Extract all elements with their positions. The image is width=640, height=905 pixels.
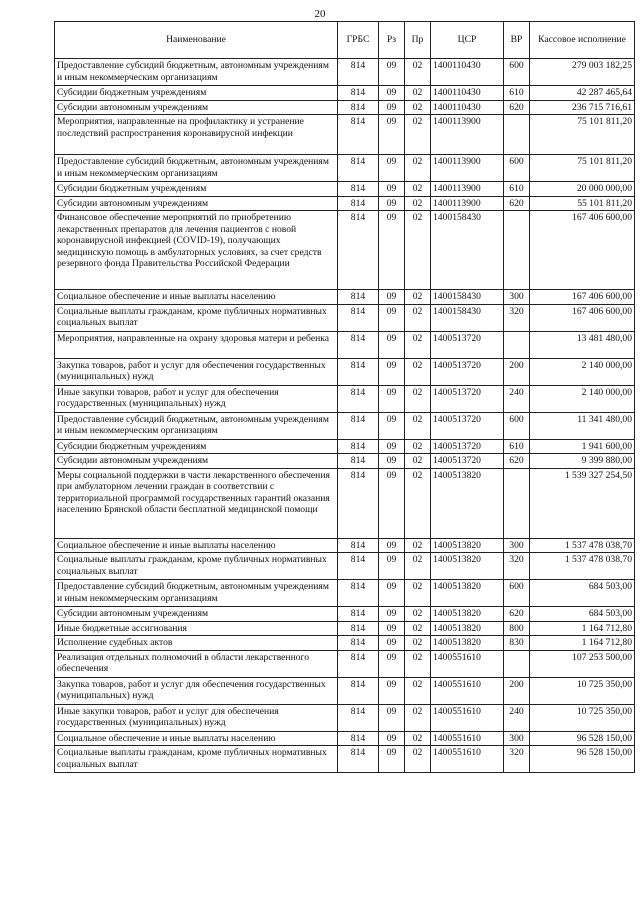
cell-pr: 02 [405,412,431,439]
cell-name: Социальное обеспечение и иные выплаты населению [55,538,338,553]
cell-csr: 1400551610 [431,731,504,746]
cell-vr [504,331,530,358]
cell-csr: 1400513720 [431,358,504,385]
table-row [55,304,635,331]
cell-grbs: 814 [338,704,379,731]
cell-rz: 09 [379,385,405,412]
cell-sum: 1 164 712,80 [530,621,635,636]
cell-rz: 09 [379,454,405,469]
cell-vr: 600 [504,155,530,182]
cell-rz: 09 [379,468,405,538]
cell-csr: 1400513820 [431,468,504,538]
cell-csr: 1400551610 [431,746,504,773]
cell-rz: 09 [379,439,405,454]
budget-execution-table [54,21,635,773]
cell-vr: 800 [504,621,530,636]
cell-vr: 300 [504,290,530,305]
cell-pr: 02 [405,607,431,622]
cell-vr: 200 [504,358,530,385]
cell-name: Предоставление субсидий бюджетным, автономным учреждениям и иным некоммерческим организациям [55,155,338,182]
cell-rz: 09 [379,621,405,636]
table-row [55,454,635,469]
table-row [55,331,635,358]
cell-grbs: 814 [338,155,379,182]
cell-grbs: 814 [338,439,379,454]
cell-pr: 02 [405,59,431,86]
cell-sum: 1 537 478 038,70 [530,538,635,553]
cell-vr: 620 [504,100,530,115]
cell-rz: 09 [379,553,405,580]
cell-grbs: 814 [338,100,379,115]
table-row [55,358,635,385]
cell-grbs: 814 [338,304,379,331]
cell-pr: 02 [405,358,431,385]
table-row [55,290,635,305]
cell-rz: 09 [379,731,405,746]
cell-pr: 02 [405,636,431,651]
cell-sum: 236 715 716,61 [530,100,635,115]
cell-grbs: 814 [338,196,379,211]
cell-sum: 167 406 600,00 [530,304,635,331]
cell-name: Социальные выплаты гражданам, кроме публичных нормативных социальных выплат [55,553,338,580]
cell-sum: 1 941 600,00 [530,439,635,454]
cell-sum: 107 253 500,00 [530,650,635,677]
cell-sum: 96 528 150,00 [530,731,635,746]
cell-name: Меры социальной поддержки в части лекарственного обеспечения при амбулаторном лечении граждан в соответствии с территориальной программой государственных гарантий оказания населению Брянской области бесплатной медицинской помощи [55,468,338,538]
cell-sum: 10 725 350,00 [530,677,635,704]
table-row [55,196,635,211]
cell-rz: 09 [379,331,405,358]
cell-csr: 1400158430 [431,290,504,305]
cell-pr: 02 [405,182,431,197]
table-row [55,746,635,773]
cell-sum: 75 101 811,20 [530,115,635,155]
cell-pr: 02 [405,331,431,358]
cell-name: Реализация отдельных полномочий в области лекарственного обеспечения [55,650,338,677]
cell-sum: 2 140 000,00 [530,385,635,412]
table-row [55,86,635,101]
header-sum: Кассовое исполнение [530,22,635,59]
cell-grbs: 814 [338,211,379,290]
cell-name: Социальное обеспечение и иные выплаты населению [55,290,338,305]
cell-sum: 167 406 600,00 [530,211,635,290]
cell-pr: 02 [405,115,431,155]
cell-csr: 1400513720 [431,454,504,469]
cell-grbs: 814 [338,580,379,607]
cell-rz: 09 [379,607,405,622]
cell-vr: 610 [504,439,530,454]
cell-vr: 300 [504,731,530,746]
cell-sum: 96 528 150,00 [530,746,635,773]
cell-csr: 1400110430 [431,100,504,115]
header-csr: ЦСР [431,22,504,59]
cell-rz: 09 [379,636,405,651]
cell-vr [504,115,530,155]
cell-rz: 09 [379,538,405,553]
cell-name: Предоставление субсидий бюджетным, автономным учреждениям и иным некоммерческим организациям [55,580,338,607]
cell-grbs: 814 [338,412,379,439]
cell-grbs: 814 [338,331,379,358]
cell-vr: 830 [504,636,530,651]
header-name: Наименование [55,22,338,59]
cell-vr [504,211,530,290]
header-pr: Пр [405,22,431,59]
cell-grbs: 814 [338,746,379,773]
cell-pr: 02 [405,731,431,746]
cell-rz: 09 [379,155,405,182]
cell-grbs: 814 [338,621,379,636]
cell-csr: 1400513720 [431,439,504,454]
cell-csr: 1400513820 [431,607,504,622]
cell-csr: 1400113900 [431,115,504,155]
cell-rz: 09 [379,196,405,211]
cell-vr: 320 [504,746,530,773]
cell-csr: 1400158430 [431,211,504,290]
cell-rz: 09 [379,704,405,731]
cell-pr: 02 [405,468,431,538]
cell-vr: 600 [504,412,530,439]
table-row [55,115,635,155]
cell-name: Иные закупки товаров, работ и услуг для обеспечения государственных (муниципальных) нужд [55,704,338,731]
cell-sum: 684 503,00 [530,607,635,622]
cell-rz: 09 [379,677,405,704]
table-row [55,580,635,607]
cell-sum: 11 341 480,00 [530,412,635,439]
cell-rz: 09 [379,358,405,385]
cell-name: Закупка товаров, работ и услуг для обеспечения государственных (муниципальных) нужд [55,677,338,704]
cell-rz: 09 [379,304,405,331]
cell-vr: 200 [504,677,530,704]
cell-rz: 09 [379,580,405,607]
cell-grbs: 814 [338,454,379,469]
cell-pr: 02 [405,553,431,580]
cell-csr: 1400513720 [431,331,504,358]
cell-rz: 09 [379,59,405,86]
cell-vr [504,468,530,538]
header-rz: Рз [379,22,405,59]
header-grbs: ГРБС [338,22,379,59]
cell-pr: 02 [405,86,431,101]
cell-sum: 75 101 811,20 [530,155,635,182]
table-header-row [55,22,635,59]
cell-rz: 09 [379,182,405,197]
cell-name: Субсидии автономным учреждениям [55,607,338,622]
cell-pr: 02 [405,100,431,115]
cell-sum: 1 539 327 254,50 [530,468,635,538]
cell-rz: 09 [379,115,405,155]
cell-vr: 320 [504,304,530,331]
cell-name: Субсидии автономным учреждениям [55,454,338,469]
cell-name: Мероприятия, направленные на профилактику и устранение последствий распространения коронавирусной инфекции [55,115,338,155]
cell-rz: 09 [379,412,405,439]
cell-vr: 600 [504,580,530,607]
cell-name: Социальное обеспечение и иные выплаты населению [55,731,338,746]
cell-csr: 1400110430 [431,86,504,101]
cell-grbs: 814 [338,731,379,746]
cell-csr: 1400513820 [431,580,504,607]
cell-rz: 09 [379,746,405,773]
cell-vr: 620 [504,196,530,211]
cell-pr: 02 [405,196,431,211]
cell-csr: 1400513820 [431,636,504,651]
cell-name: Закупка товаров, работ и услуг для обеспечения государственных (муниципальных) нужд [55,358,338,385]
cell-name: Предоставление субсидий бюджетным, автономным учреждениям и иным некоммерческим организациям [55,412,338,439]
table-row [55,538,635,553]
cell-csr: 1400113900 [431,155,504,182]
cell-pr: 02 [405,439,431,454]
table-row [55,731,635,746]
cell-csr: 1400551610 [431,704,504,731]
cell-vr: 600 [504,59,530,86]
cell-csr: 1400113900 [431,182,504,197]
table-row [55,621,635,636]
cell-rz: 09 [379,86,405,101]
table-row [55,59,635,86]
cell-grbs: 814 [338,59,379,86]
cell-csr: 1400113900 [431,196,504,211]
cell-grbs: 814 [338,553,379,580]
table-row [55,553,635,580]
cell-name: Субсидии бюджетным учреждениям [55,86,338,101]
cell-grbs: 814 [338,677,379,704]
cell-csr: 1400158430 [431,304,504,331]
cell-rz: 09 [379,290,405,305]
table-row [55,211,635,290]
cell-csr: 1400513820 [431,538,504,553]
cell-sum: 279 003 182,25 [530,59,635,86]
cell-rz: 09 [379,650,405,677]
cell-grbs: 814 [338,115,379,155]
cell-vr: 620 [504,454,530,469]
cell-pr: 02 [405,621,431,636]
cell-vr: 620 [504,607,530,622]
header-vr: ВР [504,22,530,59]
cell-rz: 09 [379,211,405,290]
cell-grbs: 814 [338,86,379,101]
table-row [55,468,635,538]
cell-name: Социальные выплаты гражданам, кроме публичных нормативных социальных выплат [55,304,338,331]
table-body [55,59,635,773]
cell-sum: 1 164 712,80 [530,636,635,651]
cell-csr: 1400513820 [431,553,504,580]
cell-sum: 55 101 811,20 [530,196,635,211]
cell-pr: 02 [405,211,431,290]
cell-name: Исполнение судебных актов [55,636,338,651]
cell-rz: 09 [379,100,405,115]
cell-csr: 1400513820 [431,621,504,636]
cell-sum: 13 481 480,00 [530,331,635,358]
cell-name: Социальные выплаты гражданам, кроме публичных нормативных социальных выплат [55,746,338,773]
cell-sum: 684 503,00 [530,580,635,607]
cell-grbs: 814 [338,358,379,385]
cell-sum: 20 000 000,00 [530,182,635,197]
cell-vr: 240 [504,385,530,412]
cell-sum: 1 537 478 038,70 [530,553,635,580]
cell-vr [504,650,530,677]
cell-vr: 610 [504,86,530,101]
cell-pr: 02 [405,155,431,182]
cell-pr: 02 [405,454,431,469]
cell-pr: 02 [405,746,431,773]
table-row [55,650,635,677]
cell-csr: 1400513720 [431,412,504,439]
cell-csr: 1400513720 [431,385,504,412]
cell-grbs: 814 [338,290,379,305]
table-row [55,439,635,454]
cell-name: Субсидии автономным учреждениям [55,196,338,211]
cell-name: Иные закупки товаров, работ и услуг для обеспечения государственных (муниципальных) нужд [55,385,338,412]
cell-pr: 02 [405,538,431,553]
table-row [55,385,635,412]
cell-csr: 1400110430 [431,59,504,86]
cell-sum: 9 399 880,00 [530,454,635,469]
cell-vr: 610 [504,182,530,197]
cell-name: Предоставление субсидий бюджетным, автономным учреждениям и иным некоммерческим организациям [55,59,338,86]
cell-pr: 02 [405,677,431,704]
cell-pr: 02 [405,650,431,677]
cell-name: Субсидии бюджетным учреждениям [55,182,338,197]
cell-name: Иные бюджетные ассигнования [55,621,338,636]
cell-name: Мероприятия, направленные на охрану здоровья матери и ребенка [55,331,338,358]
cell-csr: 1400551610 [431,677,504,704]
table-row [55,677,635,704]
cell-pr: 02 [405,304,431,331]
cell-name: Субсидии автономным учреждениям [55,100,338,115]
page-number: 20 [314,8,326,20]
table-row [55,100,635,115]
cell-grbs: 814 [338,385,379,412]
cell-grbs: 814 [338,182,379,197]
cell-vr: 320 [504,553,530,580]
cell-grbs: 814 [338,650,379,677]
cell-grbs: 814 [338,538,379,553]
cell-vr: 240 [504,704,530,731]
cell-csr: 1400551610 [431,650,504,677]
cell-pr: 02 [405,385,431,412]
table-row [55,182,635,197]
cell-grbs: 814 [338,468,379,538]
cell-pr: 02 [405,290,431,305]
cell-sum: 2 140 000,00 [530,358,635,385]
cell-grbs: 814 [338,607,379,622]
table-row [55,636,635,651]
table-row [55,155,635,182]
cell-pr: 02 [405,580,431,607]
table-row [55,704,635,731]
cell-sum: 167 406 600,00 [530,290,635,305]
cell-name: Субсидии бюджетным учреждениям [55,439,338,454]
table-row [55,607,635,622]
table-row [55,412,635,439]
cell-vr: 300 [504,538,530,553]
cell-sum: 42 287 465,64 [530,86,635,101]
cell-pr: 02 [405,704,431,731]
cell-sum: 10 725 350,00 [530,704,635,731]
cell-grbs: 814 [338,636,379,651]
cell-name: Финансовое обеспечение мероприятий по приобретению лекарственных препаратов для лечения пациентов с новой коронавирусной инфекцией (COVID-19), получающих медицинскую помощь в амбулаторных условиях, за счет средств резервного фонда Правительства Российской Федерации [55,211,338,290]
